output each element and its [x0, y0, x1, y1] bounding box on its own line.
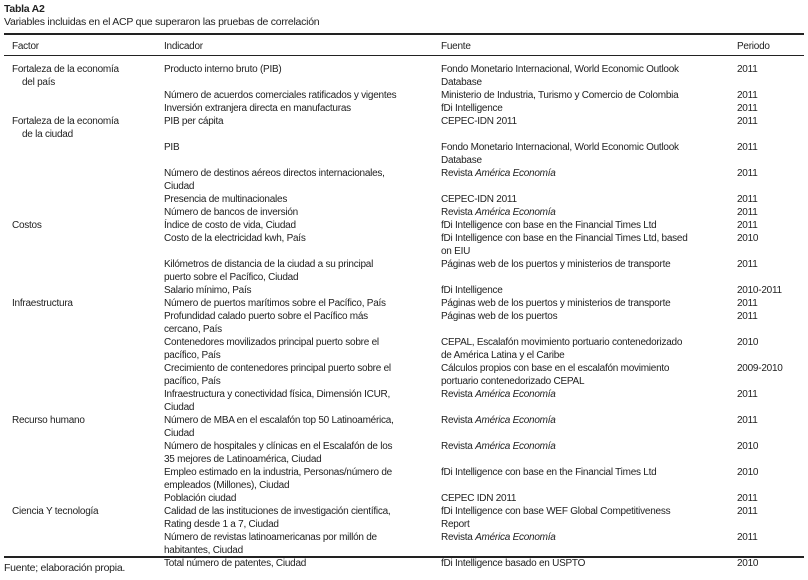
table-row — [4, 102, 804, 115]
table-caption: Variables incluidas en el ACP que superaron las pruebas de correlación — [4, 16, 320, 28]
fuente-cell: fDi Intelligence basado en USPTO — [441, 558, 586, 569]
fuente-cell: fDi Intelligence con base en the Financial Times Ltd — [441, 220, 657, 231]
factor-cell — [4, 258, 164, 284]
table-row — [4, 193, 804, 206]
indicador-cell: Contenedores movilizados principal puerto sobre el pacífico, País — [164, 337, 379, 361]
factor-cell — [4, 297, 164, 310]
header-fuente: Fuente — [441, 40, 471, 52]
indicador-cell: Costo de la electricidad kwh, País — [164, 233, 306, 244]
indicador-cell: Empleo estimado en la industria, Personas/número de empleados (Millones), Ciudad — [164, 467, 392, 491]
periodo-cell: 2011 — [737, 103, 758, 114]
table-row — [4, 336, 804, 362]
header-periodo: Periodo — [737, 40, 770, 52]
factor-cell — [4, 232, 164, 258]
periodo-cell: 2010 — [737, 558, 759, 569]
fuente-cell: Revista América Economía — [441, 207, 556, 218]
factor-cell — [4, 505, 164, 531]
periodo-cell: 2011 — [737, 389, 758, 400]
periodo-cell: 2011 — [737, 532, 758, 543]
fuente-cell: Ministerio de Industria, Turismo y Comercio de Colombia — [441, 90, 679, 101]
periodo-cell: 2011 — [737, 220, 758, 231]
indicador-cell: Inversión extranjera directa en manufacturas — [164, 103, 351, 114]
fuente-cell: CEPEC IDN 2011 — [441, 493, 517, 504]
fuente-cell: Fondo Monetario Internacional, World Economic Outlook Database — [441, 142, 679, 166]
factor-cell — [4, 336, 164, 362]
periodo-cell: 2009-2010 — [737, 363, 783, 374]
top-rule — [4, 33, 804, 35]
header-factor: Factor — [12, 40, 39, 52]
fuente-cell: Páginas web de los puertos y ministerios de transporte — [441, 259, 671, 270]
periodo-cell: 2011 — [737, 207, 758, 218]
fuente-cell: fDi Intelligence con base WEF Global Competitiveness Report — [441, 506, 671, 530]
factor-cell — [4, 284, 164, 297]
header-row — [4, 37, 804, 55]
periodo-cell: 2011 — [737, 194, 758, 205]
indicador-cell: Número de hospitales y clínicas en el Escalafón de los 35 mejores de Latinoamérica, Ciudad — [164, 441, 393, 465]
publication-title: América Economía — [475, 389, 556, 400]
factor-cell — [4, 492, 164, 505]
periodo-cell: 2010-2011 — [737, 285, 782, 296]
factor-label: Recurso humano — [12, 415, 85, 426]
factor-cell — [4, 89, 164, 102]
fuente-cell: fDi Intelligence con base en the Financial Times Ltd — [441, 467, 657, 478]
indicador-cell: PIB per cápita — [164, 116, 224, 127]
factor-cell — [4, 466, 164, 492]
fuente-cell: Revista América Economía — [441, 532, 556, 543]
periodo-cell: 2011 — [737, 311, 758, 322]
fuente-cell: Revista América Economía — [441, 389, 556, 400]
indicador-cell: Índice de costo de vida, Ciudad — [164, 220, 296, 231]
indicador-cell: Número de puertos marítimos sobre el Pacífico, País — [164, 298, 386, 309]
fuente-cell: Páginas web de los puertos y ministerios de transporte — [441, 298, 671, 309]
table-row — [4, 115, 804, 141]
table-row — [4, 310, 804, 336]
factor-cell — [4, 310, 164, 336]
fuente-cell: fDi Intelligence con base en the Financial Times Ltd, based on EIU — [441, 233, 688, 257]
publication-title: América Economía — [475, 441, 556, 452]
indicador-cell: Presencia de multinacionales — [164, 194, 288, 205]
table-row — [4, 232, 804, 258]
factor-cell — [4, 55, 164, 89]
factor-cell — [4, 115, 164, 141]
fuente-cell: CEPEC-IDN 2011 — [441, 194, 517, 205]
periodo-cell: 2011 — [737, 116, 758, 127]
footnote: Fuente; elaboración propia. — [4, 562, 126, 574]
indicador-cell: Número de bancos de inversión — [164, 207, 298, 218]
periodo-cell: 2011 — [737, 493, 758, 504]
header-indicador: Indicador — [164, 40, 203, 52]
table-row — [4, 284, 804, 297]
periodo-cell: 2011 — [737, 259, 758, 270]
periodo-cell: 2010 — [737, 441, 759, 452]
fuente-cell: Revista América Economía — [441, 168, 556, 179]
factor-cell — [4, 388, 164, 414]
indicador-cell: Crecimiento de contenedores principal puerto sobre el pacífico, País — [164, 363, 391, 387]
publication-title: América Economía — [475, 532, 556, 543]
factor-label: de la ciudad — [22, 129, 73, 140]
indicador-cell: PIB — [164, 142, 180, 153]
table-row — [4, 531, 804, 557]
periodo-cell: 2011 — [737, 142, 758, 153]
factor-cell — [4, 362, 164, 388]
periodo-cell: 2011 — [737, 506, 758, 517]
periodo-cell: 2011 — [737, 168, 758, 179]
publication-title: América Economía — [475, 168, 556, 179]
periodo-cell: 2011 — [737, 64, 758, 75]
factor-label: Fortaleza de la economía — [12, 116, 119, 127]
table-row — [4, 440, 804, 466]
fuente-cell: fDi Intelligence — [441, 103, 503, 114]
periodo-cell: 2011 — [737, 415, 758, 426]
periodo-cell: 2011 — [737, 298, 758, 309]
fuente-cell: Páginas web de los puertos — [441, 311, 558, 322]
fuente-cell: Fondo Monetario Internacional, World Economic Outlook Database — [441, 64, 679, 88]
periodo-cell: 2011 — [737, 90, 758, 101]
table-body — [4, 55, 804, 570]
indicador-cell: Salario mínimo, País — [164, 285, 252, 296]
table-row — [4, 505, 804, 531]
table-row — [4, 219, 804, 232]
factor-label: Costos — [12, 220, 42, 231]
fuente-cell: CEPAL, Escalafón movimiento portuario contenedorizado de América Latina y el Caribe — [441, 337, 683, 361]
periodo-cell: 2010 — [737, 467, 759, 478]
table-row — [4, 89, 804, 102]
table-title: Tabla A2 — [4, 3, 45, 15]
factor-cell — [4, 193, 164, 206]
table-row — [4, 206, 804, 219]
factor-cell — [4, 440, 164, 466]
factor-cell — [4, 206, 164, 219]
indicador-cell: Profundidad calado puerto sobre el Pacífico más cercano, País — [164, 311, 368, 335]
fuente-cell: Revista América Economía — [441, 415, 556, 426]
variables-table — [4, 37, 804, 570]
indicador-cell: Número de revistas latinoamericanas por millón de habitantes, Ciudad — [164, 532, 377, 556]
table-row — [4, 388, 804, 414]
factor-cell — [4, 167, 164, 193]
indicador-cell: Número de acuerdos comerciales ratificados y vigentes — [164, 90, 397, 101]
fuente-cell: Revista América Economía — [441, 441, 556, 452]
bottom-rule — [4, 556, 804, 558]
factor-cell — [4, 531, 164, 557]
factor-cell — [4, 102, 164, 115]
indicador-cell: Infraestructura y conectividad física, Dimensión ICUR, Ciudad — [164, 389, 391, 413]
periodo-cell: 2010 — [737, 337, 759, 348]
indicador-cell: Número de destinos aéreos directos internacionales, Ciudad — [164, 168, 385, 192]
fuente-cell: Cálculos propios con base en el escalafón movimiento portuario contenedorizado CEPAL — [441, 363, 670, 387]
table-row — [4, 414, 804, 440]
table-row — [4, 362, 804, 388]
table-row — [4, 466, 804, 492]
table-row — [4, 258, 804, 284]
factor-cell — [4, 414, 164, 440]
factor-label: Ciencia Y tecnología — [12, 506, 99, 517]
factor-cell — [4, 141, 164, 167]
table-row — [4, 167, 804, 193]
table-row — [4, 492, 804, 505]
fuente-cell: CEPEC-IDN 2011 — [441, 116, 517, 127]
indicador-cell: Total número de patentes, Ciudad — [164, 558, 307, 569]
table-row — [4, 55, 804, 89]
factor-label: Infraestructura — [12, 298, 73, 309]
fuente-cell: fDi Intelligence — [441, 285, 503, 296]
publication-title: América Economía — [475, 415, 556, 426]
periodo-cell: 2010 — [737, 233, 759, 244]
factor-label: Fortaleza de la economía — [12, 64, 119, 75]
table-row — [4, 141, 804, 167]
indicador-cell: Población ciudad — [164, 493, 237, 504]
factor-cell — [4, 219, 164, 232]
indicador-cell: Kilómetros de distancia de la ciudad a su principal puerto sobre el Pacífico, Ciudad — [164, 259, 374, 283]
table-row — [4, 297, 804, 310]
indicador-cell: Número de MBA en el escalafón top 50 Latinoamérica, Ciudad — [164, 415, 394, 439]
indicador-cell: Calidad de las instituciones de investigación científica, Rating desde 1 a 7, Ciudad — [164, 506, 391, 530]
publication-title: América Economía — [475, 207, 556, 218]
indicador-cell: Producto interno bruto (PIB) — [164, 64, 282, 75]
factor-label: del país — [22, 77, 56, 88]
